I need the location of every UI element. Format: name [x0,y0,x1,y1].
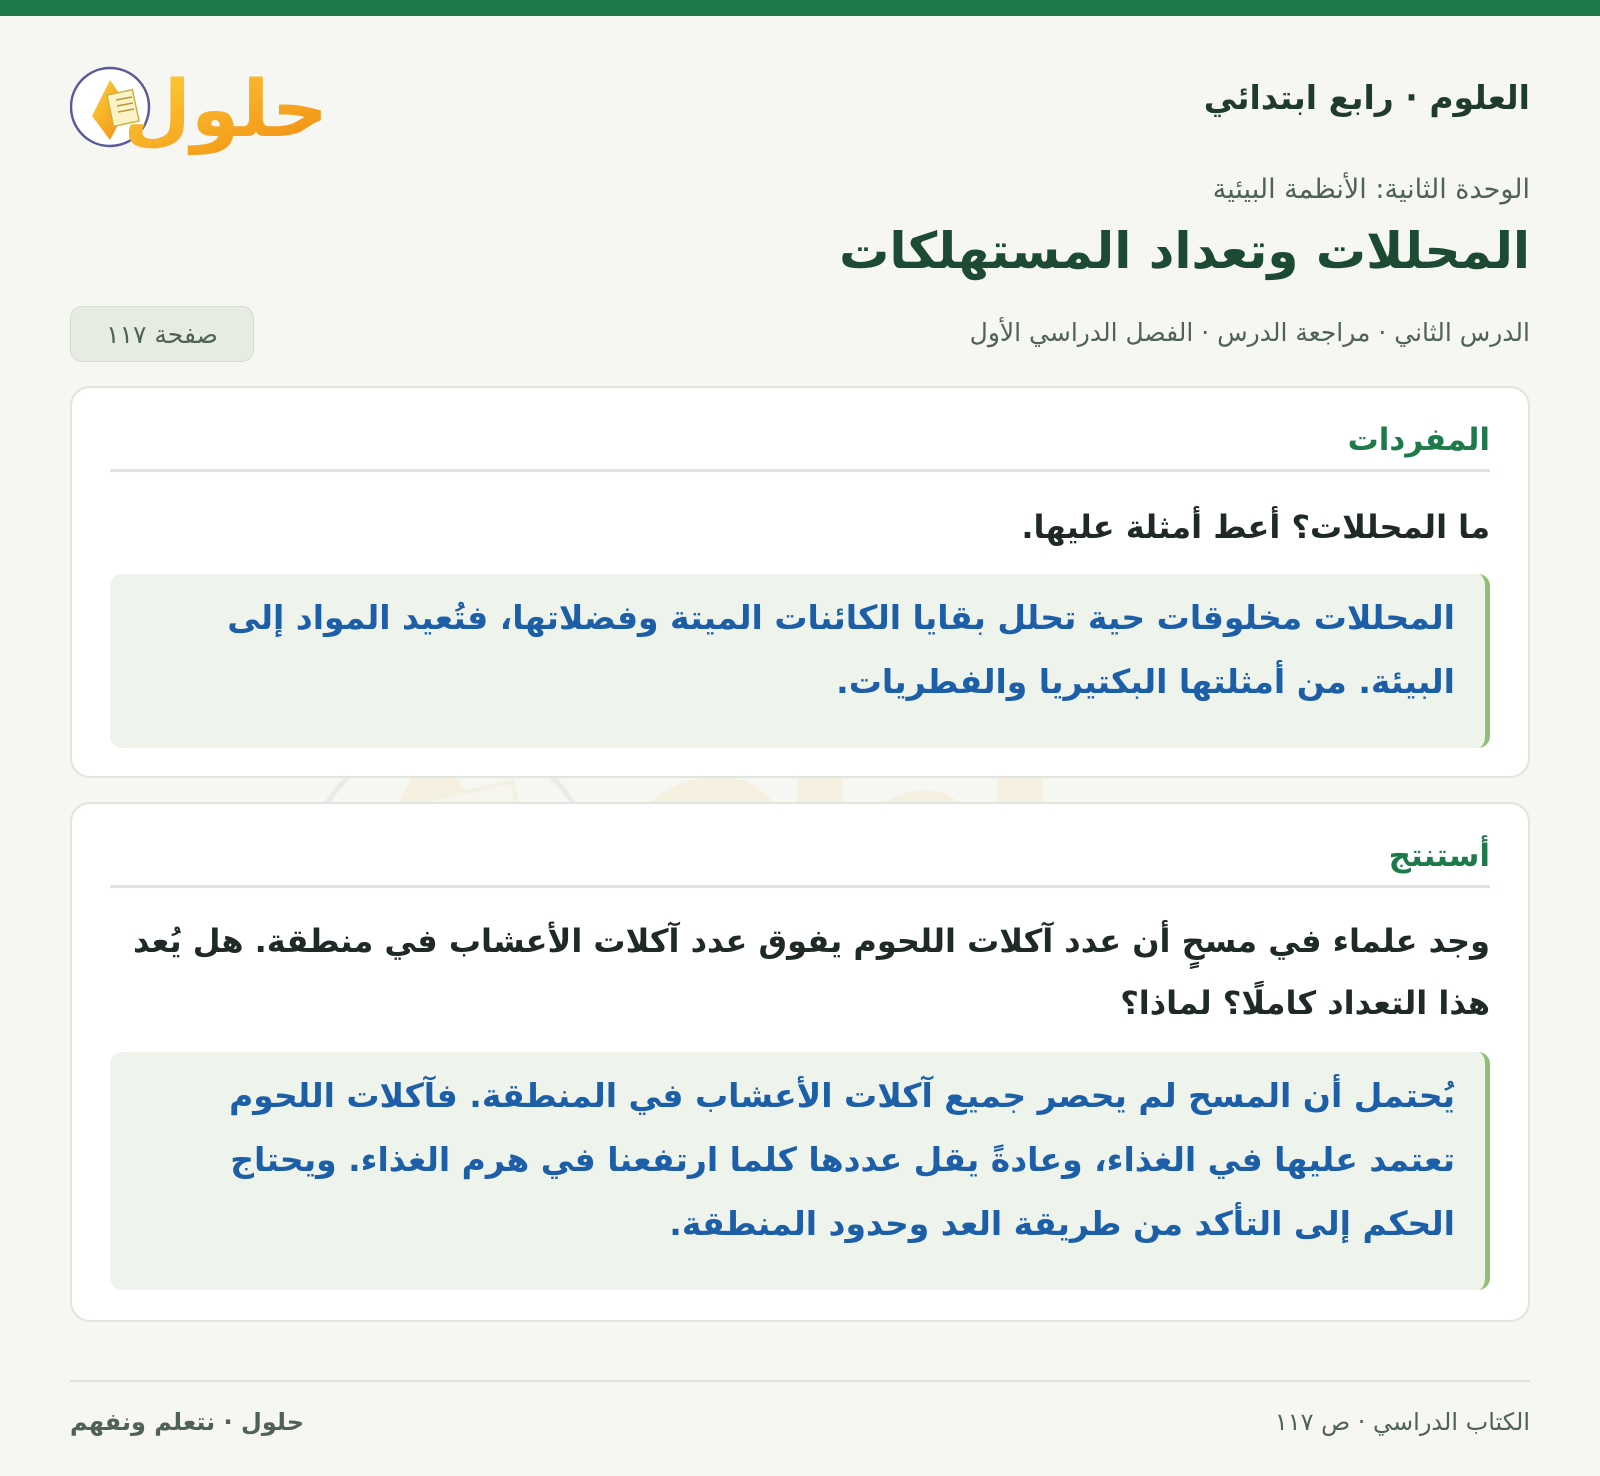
question-text: وجد علماء في مسحٍ أن عدد آكلات اللحوم يفوق عدد آكلات الأعشاب في منطقة. هل يُعد هذا التعداد كاملًا؟ لماذا؟ [133,922,1490,1022]
conclude-section-header [110,832,1490,888]
footer-divider [70,1380,1530,1382]
answer-box: يُحتمل أن المسح لم يحصر جميع آكلات الأعشاب في المنطقة. فآكلات اللحوم تعتمد عليها في الغذاء، وعادةً يقل عددها كلما ارتفعنا في هرم الغذاء. ويحتاج الحكم إلى التأكد من طريقة العد وحدود المنطقة. [110,1052,1490,1290]
page-title: المحللات وتعداد المستهلكات [839,222,1530,280]
question-text: ما المحللات؟ أعط أمثلة عليها. [1021,508,1490,546]
logo-wordmark: حلول [123,65,328,155]
answer-box: المحللات مخلوقات حية تحلل بقايا الكائنات الميتة وفضلاتها، فتُعيد المواد إلى البيئة. من أمثلتها البكتيريا والفطريات. [110,574,1490,748]
section-heading: أستنتج [1388,838,1490,874]
page-header [70,44,1530,164]
footer-brand: حلول · نتعلم ونفهم [70,1408,304,1436]
hulul-logo [70,44,340,164]
section-heading: المفردات [1347,422,1490,458]
vocabulary-section-header [110,416,1490,472]
conclude-card [70,802,1530,1322]
vocabulary-card [70,386,1530,778]
lesson-meta: الدرس الثاني · مراجعة الدرس · الفصل الدراسي الأول [969,318,1530,347]
subject-title: العلوم · رابع ابتدائي [1203,78,1530,117]
top-accent-bar [0,0,1600,16]
footer-source: الكتاب الدراسي · ص ١١٧ [1274,1408,1530,1436]
page-number-badge: صفحة ١١٧ [70,306,254,362]
unit-label: الوحدة الثانية: الأنظمة البيئية [1212,174,1530,205]
